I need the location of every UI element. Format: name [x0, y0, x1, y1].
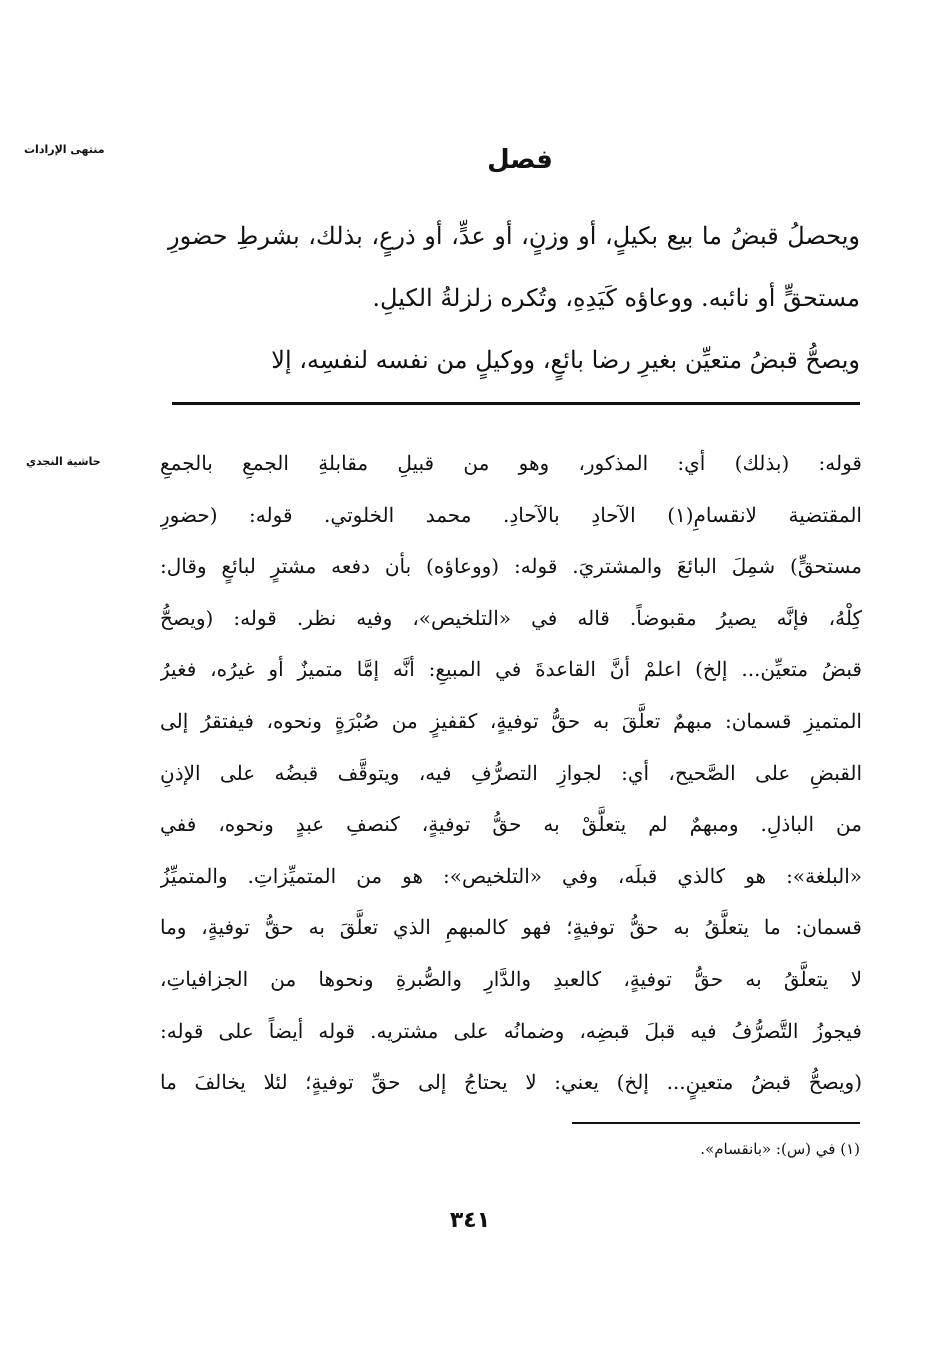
commentary-line: لا يتعلَّقُ به حقُّ توفيةٍ، كالعبدِ والدَّارِ والصُّبرةِ ونحوها من الجزافياتِ، — [160, 966, 862, 991]
commentary-line: المتميزِ قسمان: مبهمٌ تعلَّقَ به حقُّ توفيةٍ، كقفيزٍ من صُبْرَةٍ ونحوه، فيفتقرُ إلى — [160, 708, 862, 733]
page-number: ٣٤١ — [449, 1208, 491, 1233]
commentary-text — [160, 438, 862, 1109]
commentary-line: المقتضية لانقسامِ(١) الآحادِ بالآحادِ. محمد الخلوتي. قوله: (حضورِ — [160, 502, 862, 527]
commentary-line: فيجوزُ التَّصرُّفُ فيه قبلَ قبضِه، وضمانُه على مشتريه. قوله أيضاً على قوله: — [160, 1018, 862, 1043]
commentary-line: من الباذلِ. ومبهمٌ لم يتعلَّقْ به حقُّ توفيةٍ، كنصفِ عبدٍ ونحوه، ففي — [160, 812, 862, 837]
section-heading: فصل — [487, 145, 553, 175]
commentary-line: «البلغة»: هو كالذي قبلَه، وفي «التلخيص»: هو من المتميِّزاتِ. والمتميِّزُ — [160, 863, 862, 888]
footnote: (١) في (س): «بانقسام». — [700, 1140, 860, 1158]
main-paragraph-1: ويحصلُ قبضُ ما بيع بكيلٍ، أو وزنٍ، أو عدٍّ، أو ذرعٍ، بذلك، بشرطِ حضورِ مستحقٍّ أو نائبه. ووعاؤه كَيَدِهِ، وتُكره زلزلةُ الكيلِ. — [168, 222, 861, 312]
commentary-line: قبضُ متعيِّن... إلخ) اعلمْ أنَّ القاعدةَ في المبيعِ: أنَّه إمَّا متميزٌ أو غيرُه، فغيرُ — [160, 657, 862, 682]
running-header: منتهى الإرادات — [24, 143, 105, 156]
commentary-line: كِلْهُ، فإنَّه يصيرُ مقبوضاً. قاله في «التلخيص»، وفيه نظر. قوله: (ويصحُّ — [160, 605, 862, 630]
commentary-line: قوله: (بذلك) أي: المذكور، وهو من قبيلِ مقابلةِ الجمعِ بالجمعِ — [160, 451, 862, 475]
commentary-label: حاشية النجدي — [26, 455, 101, 468]
footnote-rule — [572, 1122, 860, 1124]
main-paragraph-2: ويصحُّ قبضُ متعيِّن بغيرِ رضا بائعٍ، ووكيلٍ من نفسه لنفسِه، إلا — [271, 346, 860, 374]
main-text — [168, 205, 860, 391]
commentary-line: (ويصحُّ قبضُ متعينٍ... إلخ) يعني: لا يحتاجُ إلى حقِّ توفيةٍ؛ لئلا يخالفَ ما — [160, 1070, 862, 1095]
commentary-line: القبضِ على الصَّحيح، أي: لجوازِ التصرُّفِ فيه، ويتوقَّف قبضُه على الإذنِ — [160, 760, 862, 785]
commentary-line: مستحقٍّ) شمِلَ البائعَ والمشتريَ. قوله: (ووعاؤه) بأن دفعه مشترٍ لبائعٍ وقال: — [160, 554, 862, 579]
separator-rule — [172, 402, 860, 405]
commentary-line: قسمان: ما يتعلَّقُ به حقُّ توفيةٍ؛ فهو كالمبهمِ الذي تعلَّقَ به حقُّ توفيةٍ، وما — [160, 915, 862, 940]
